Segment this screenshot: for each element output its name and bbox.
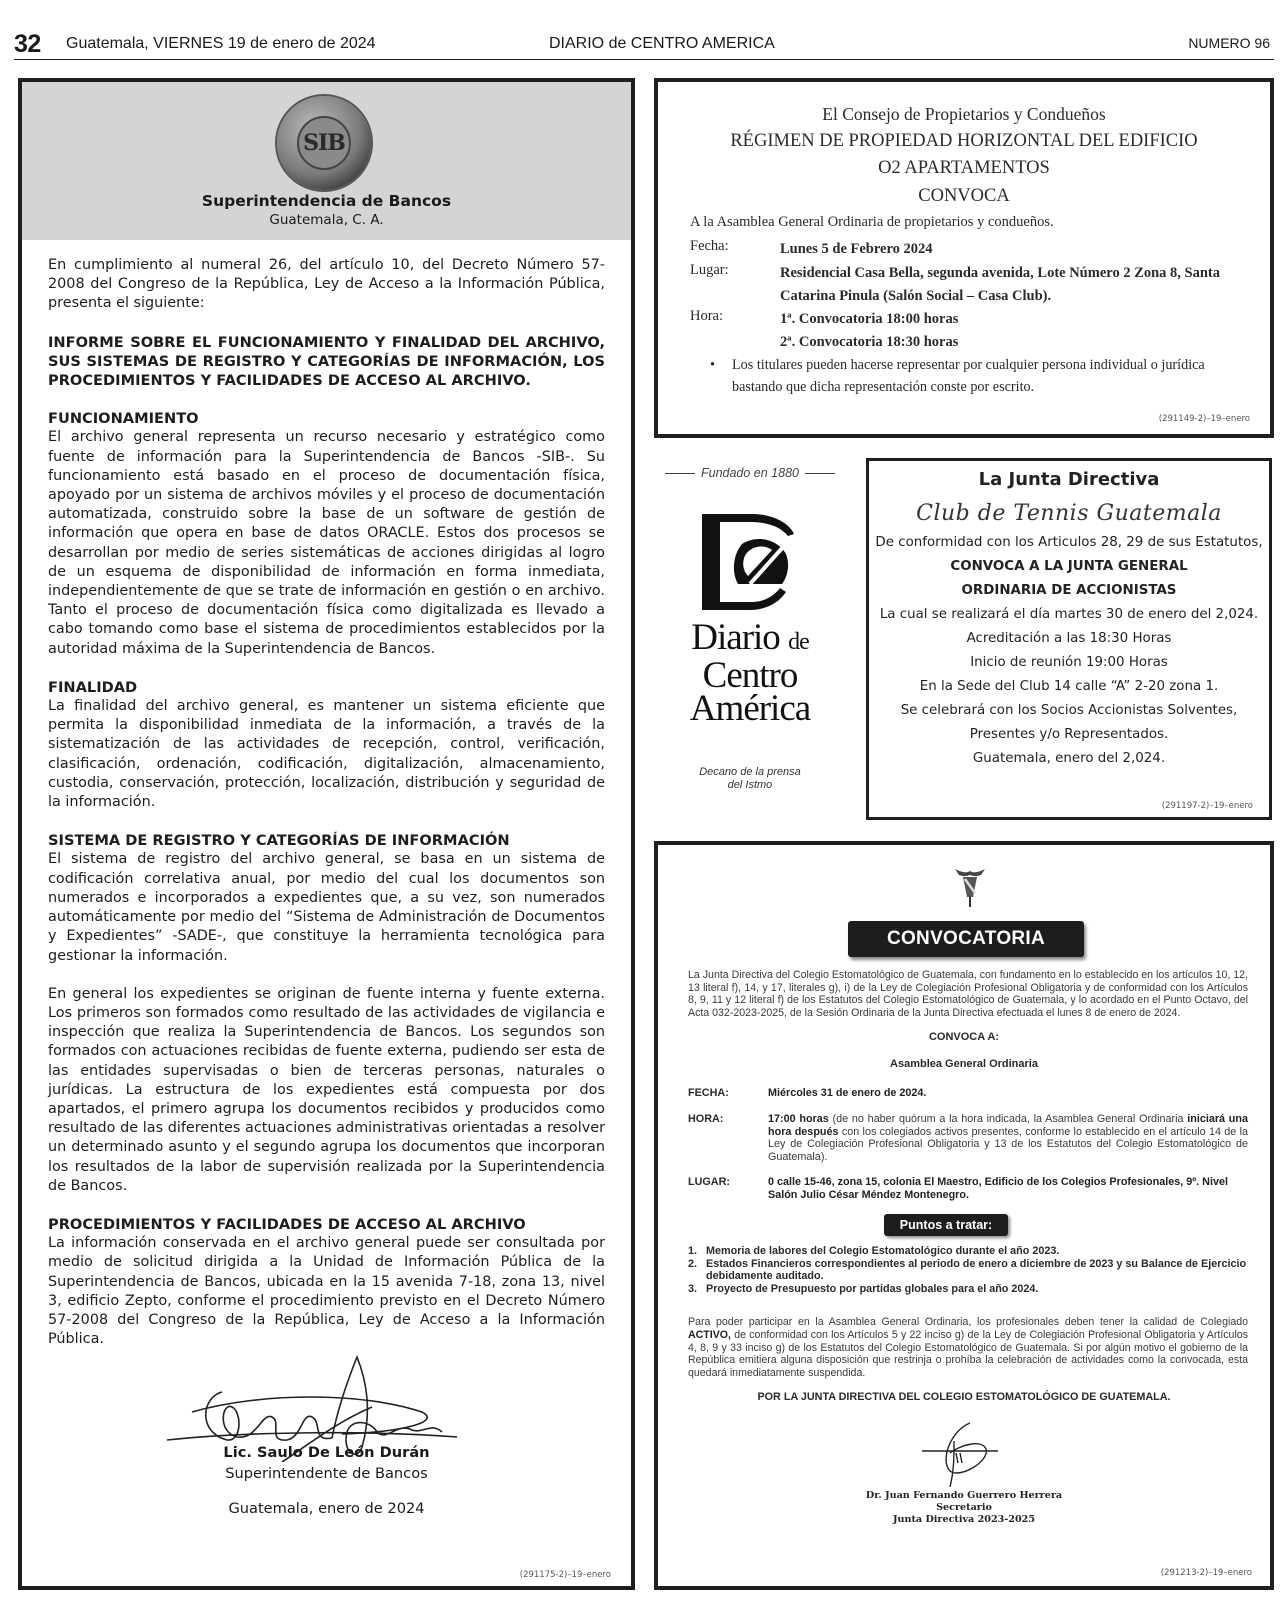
hora-first: 1ª. Convocatoria 18:00 horas — [780, 311, 959, 327]
sib-section-sistema — [48, 831, 605, 965]
issue-number: NUMERO 96 — [1188, 35, 1270, 51]
list-item: 3. Proyecto de Presupuesto por partidas globales para el año 2024. — [688, 1283, 1039, 1296]
hora-after: iniciará una hora después — [768, 1113, 1248, 1138]
hora-value — [768, 1113, 1248, 1164]
lugar-value: 0 calle 15-46, zona 15, colonia El Maestro, Edificio de los Colegios Profesionales, 9º. Nivel Salón Julio César Méndez Montenegro. — [768, 1176, 1228, 1201]
asamblea-heading: Asamblea General Ordinaria — [890, 1058, 1038, 1070]
wordmark-america: América — [689, 688, 811, 729]
ad-reference: (291213-2)–19–enero — [1160, 1568, 1252, 1578]
o2-bullet — [710, 354, 1250, 398]
diario-wordmark — [650, 617, 850, 729]
sib-location: Guatemala, C. A. — [269, 212, 384, 228]
sib-header — [22, 82, 631, 240]
hora-label: Hora: — [690, 308, 724, 324]
hora-label: HORA: — [688, 1113, 724, 1125]
colegio-signer — [658, 1490, 1270, 1526]
section-heading: SISTEMA DE REGISTRO Y CATEGORÍAS DE INFORMACIÓN — [48, 832, 510, 850]
tennis-line: La cual se realizará el día martes 30 de enero del 2,024. — [879, 607, 1259, 622]
lugar-label: Lugar: — [690, 262, 729, 278]
section-text: La información conservada en el archivo general puede ser consultada por medio de solicitud dirigida a la Unidad de Información Pública de la Superintendencia de Bancos, ubicada en la 15 avenida 7-18, zona 13, nivel 3, edificio Zepto, conforme el procedimiento previsto en el Decreto Número 57-2008 del Congreso de la República, Ley de Acceso a la Información Pública. — [48, 1235, 605, 1348]
fecha-label: FECHA: — [688, 1087, 729, 1099]
ad-reference: (291175-2)–19–enero — [519, 1570, 611, 1580]
section-heading: FUNCIONAMIENTO — [48, 410, 199, 428]
o2-intro: A la Asamblea General Ordinaria de propietarios y condueños. — [690, 214, 1054, 230]
colegio-intro: La Junta Directiva del Colegio Estomatológico de Guatemala, con fundamento en lo establecido en los artículos 10, 12, 13 literal f), 14, y 17, literales g), i) de la Ley de Colegiación Profesional Obligatoria y de conformidad con los Artículos 8, 9, 11 y 12 literal f) de los Estatutos del Colegio Estomatológico de Guatemala, y lo acordado en el Punto Octavo, del Acta 032-2023-2025, de la Sesión Ordinaria de la Junta Directiva efectuada el lunes 8 de enero de 2024. — [688, 969, 1248, 1020]
sib-organization: Superintendencia de Bancos — [201, 192, 452, 210]
fecha-value: Miércoles 31 de enero de 2024. — [768, 1087, 927, 1099]
o2-notice — [654, 78, 1274, 438]
tennis-line: ORDINARIA DE ACCIONISTAS — [961, 583, 1177, 598]
sib-section-procedimientos — [48, 1215, 605, 1349]
tennis-line: CONVOCA A LA JUNTA GENERAL — [950, 559, 1188, 574]
signer-name: Lic. Saulo De León Durán — [223, 1444, 430, 1461]
signature-icon — [920, 1421, 1000, 1487]
ad-reference: (291197-2)–19–enero — [1161, 801, 1253, 811]
puntos-banner: Puntos a tratar: — [884, 1214, 1008, 1236]
diario-tagline — [650, 766, 850, 792]
section-text: En general los expedientes se originan de fuente interna y fuente externa. Los primeros son formados como resultado de las actividades de vigilancia e inspección que realiza la Superintendencia de Bancos. Los segundos son formados con actuaciones recibidas de fuente externa, pudiendo ser esta de las entidades supervisadas o bien de terceras personas, naturales o jurídicas. La estructura de los expedientes está compuesta por dos apartados, el primero agrupa los documentos recibidos y producidos como resultado de las diferentes actuaciones administrativas orientadas a resolver un determinado asunto y el segundo agrupa los documentos que incorporan los resultados de la labor de supervisión realizada por la Superintendencia de Bancos. — [48, 985, 605, 1194]
signer-role: Superintendente de Bancos — [225, 1465, 428, 1482]
participation-note: Para poder participar en la Asamblea General Ordinaria, los profesionales deben tener la calidad de Colegiado ACTIVO, de conformidad con los Artículos 5 y 22 inciso g) de la Ley de Colegiación Profesional Obligatoria y Artículos 4, 8, 9 y 33 inciso g) de los Estatutos del Colegio Estomatológico de Guatemala. Si por algún motivo el gobierno de la República emitiera alguna disposición que restrinja o prohíba la celebración de actividades como la convocada, esta quedará inmediatamente suspendida. — [688, 1316, 1248, 1380]
section-heading: PROCEDIMIENTOS Y FACILIDADES DE ACCESO AL ARCHIVO — [48, 1215, 526, 1233]
fecha-value: Lunes 5 de Febrero 2024 — [780, 241, 933, 257]
bullet-icon: • — [710, 357, 715, 373]
diario-logo — [650, 456, 850, 816]
tennis-club-name: Club de Tennis Guatemala — [916, 501, 1222, 526]
sib-body — [22, 240, 631, 1349]
bullet-text: Los titulares pueden hacerse representar por cualquier persona individual o jurídica bastando que dicha representación conste por escrito. — [732, 357, 1205, 395]
section-text: La finalidad del archivo general, es mantener un sistema eficiente que permita la disponibilidad inmediata de la información, a través de la sistematización de las actividades de recepción, control, verificación, clasificación, ordenación, codificación, digitalización, almacenamiento, custodia, conservación, protección, localización, distribución y seguridad de la información. — [48, 698, 605, 811]
sib-notice — [18, 78, 635, 1590]
list-item: 1. Memoria de labores del Colegio Estomatológico durante el año 2023. — [688, 1245, 1060, 1257]
sib-section-expedientes — [48, 985, 605, 1196]
sib-seal-icon — [277, 96, 371, 190]
sib-section-funcionamiento — [48, 409, 605, 659]
tennis-line: Inicio de reunión 19:00 Horas — [970, 655, 1168, 670]
section-text: El archivo general representa un recurso necesario y estratégico como fuente de información para la Superintendencia de Bancos -SIB-. Su funcionamiento está basado en el proceso de documentación física, apoyado por un sistema de archivos móviles y el proceso de documentación automatizada, construido sobre la base de un software de gestión de información que opera en base de datos ORACLE. Estos dos procesos se desarrollan por medio de series sistemáticas de acciones dirigidas al logro de un esquema de disponibilidad de información en forma inmediata, independientemente de que se trate de información en gestión o en archivo. Tanto el proceso de documentación física como digitalizada es llevado a cabo tomando como base el sistema de procedimientos establecidos por la autoridad máxima de la Superintendencia de Bancos. — [48, 429, 605, 657]
por-junta: POR LA JUNTA DIRECTIVA DEL COLEGIO ESTOMATOLÓGICO DE GUATEMALA. — [757, 1391, 1171, 1403]
signer-role: Secretario — [936, 1502, 992, 1513]
section-heading: FINALIDAD — [48, 678, 138, 696]
signer-board: Junta Directiva 2023-2025 — [892, 1514, 1036, 1525]
sign-date: Guatemala, enero de 2024 — [228, 1500, 425, 1517]
tennis-notice — [866, 458, 1272, 820]
lugar-label: LUGAR: — [688, 1176, 730, 1188]
tennis-line: En la Sede del Club 14 calle “A” 2-20 zona 1. — [919, 679, 1219, 694]
sib-report-title: INFORME SOBRE EL FUNCIONAMIENTO Y FINALIDAD DEL ARCHIVO, SUS SISTEMAS DE REGISTRO Y CATEGORÍAS DE INFORMACIÓN, LOS PROCEDIMIENTOS Y FACILIDADES DE ACCESO AL ARCHIVO. — [48, 333, 605, 390]
ad-reference: (291149-2)–19–enero — [1158, 414, 1250, 424]
tennis-line: Presentes y/o Representados. — [969, 727, 1169, 742]
lugar-value: Residencial Casa Bella, segunda avenida, Lote Número 2 Zona 8, Santa Catarina Pinula (Salón Social – Casa Club). — [780, 265, 1221, 304]
convocatoria-banner: CONVOCATORIA — [848, 921, 1084, 957]
page-number: 32 — [14, 30, 41, 58]
diario-mark-icon — [702, 514, 794, 610]
sib-section-finalidad — [48, 678, 605, 812]
activo-emphasis: ACTIVO, — [688, 1328, 731, 1341]
puntos-list — [688, 1245, 1248, 1296]
founded-text: Fundado en 1880 — [650, 466, 850, 480]
convoca-heading: CONVOCA A: — [928, 1031, 1000, 1043]
o2-convoca: CONVOCA — [918, 186, 1010, 206]
hora-text: (de no haber quórum a la hora indicada, la Asamblea General Ordinaria — [828, 1113, 1188, 1125]
tennis-line: De conformidad con los Articulos 28, 29 de sus Estatutos, — [875, 535, 1263, 550]
caduceus-emblem-icon — [955, 867, 985, 907]
tennis-line: Guatemala, enero del 2,024. — [972, 751, 1166, 766]
wordmark-de: de — [788, 629, 809, 655]
tagline-line2: del Istmo — [727, 779, 773, 791]
newspaper-name: DIARIO de CENTRO AMERICA — [549, 35, 775, 52]
wordmark-centro: Centro — [702, 655, 798, 696]
wordmark-diario: Diario — [691, 617, 780, 658]
list-item: 2. Estados Financieros correspondientes al periodo de enero a diciembre de 2023 y su Balance de Ejercicio debidamente auditado. — [688, 1257, 1247, 1283]
sib-seal-text: SIB — [303, 130, 345, 156]
o2-council: El Consejo de Propietarios y Condueños — [822, 104, 1106, 124]
tennis-title: La Junta Directiva — [978, 469, 1160, 490]
sib-intro: En cumplimiento al numeral 26, del artículo 10, del Decreto Número 57-2008 del Congreso de la República, Ley de Acceso a la Información Pública, presenta el siguiente: — [48, 257, 605, 312]
fecha-label: Fecha: — [690, 238, 729, 254]
colegio-notice — [654, 841, 1274, 1590]
hora-time: 17:00 horas — [768, 1113, 829, 1125]
o2-building: O2 APARTAMENTOS — [878, 158, 1050, 178]
tennis-line: Se celebrará con los Socios Accionistas Solventes, — [900, 703, 1238, 718]
masthead — [14, 30, 1274, 60]
tennis-line: Acreditación a las 18:30 Horas — [966, 631, 1172, 646]
o2-regime: RÉGIMEN DE PROPIEDAD HORIZONTAL DEL EDIFICIO — [730, 131, 1198, 151]
section-text: El sistema de registro del archivo general, se basa en un sistema de codificación correlativa anual, por medio del cual los documentos son numerados e incorporados a expedientes que, a su vez, son numerados automáticamente por medio del “Sistema de Administración de Documentos y Expedientes” -SADE-, que constituye la herramienta tecnológica para gestionar la información. — [48, 851, 605, 964]
edition-date: Guatemala, VIERNES 19 de enero de 2024 — [66, 35, 376, 52]
signer-name: Dr. Juan Fernando Guerrero Herrera — [865, 1490, 1063, 1501]
hora-text-2: con los colegiados activos presentes, conforme lo establecido en el artículo 14 de la Ley de Colegiación Profesional Obligatoria y 13 de los Estatutos del Colegio Estomatológico de Guatemala). — [768, 1125, 1248, 1164]
hora-second: 2ª. Convocatoria 18:30 horas — [780, 334, 959, 350]
tagline-line1: Decano de la prensa — [699, 766, 801, 778]
